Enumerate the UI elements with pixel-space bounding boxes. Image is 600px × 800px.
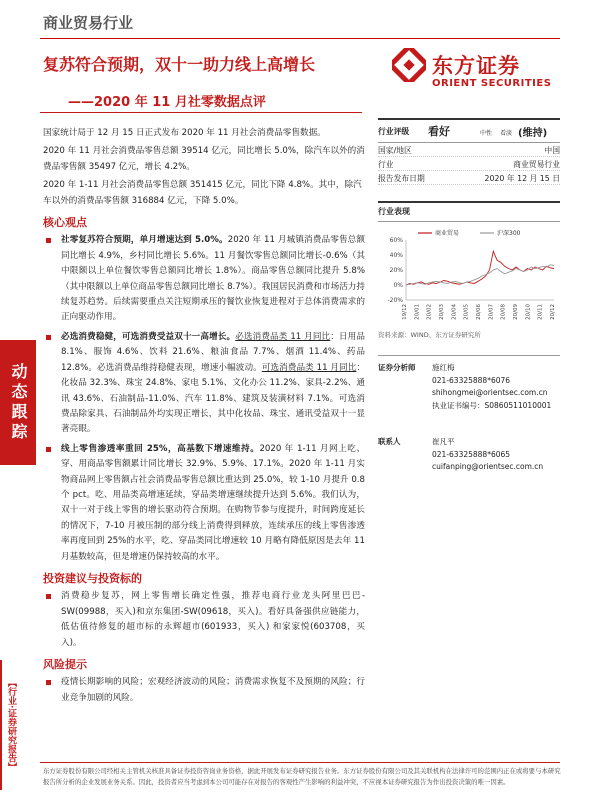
y-tick-label: 60%	[389, 237, 403, 244]
x-tick-label: 20/12	[550, 304, 556, 320]
x-tick-label: 20/03	[439, 304, 445, 320]
core-point-body: 2020 年 1-11 月网上吃、穿、用商品零售额累计同比增长 32.9%、5.9%、17.1%。2020 年 1-11 月实物商品网上零售额占社会消费品零售总额比重达到 25.0%，较 1-10 月提升 0.8 个 pct。吃、用品类高增速延续，穿品类增速继续提升达到 5.6%。我们认为，双十一对于线上零售的增长驱动符合预期。在购物节参与度提升，时间跨度延长的情况下，7-10 月被压制的部分线上消费得到释放，连续承压的线上零售渗透率再度回到 25%的水平，吃、穿品类同比增速较 10 月略有降低原因是去年 11 月基数较高，但是增速仍保持较高的水平。	[61, 443, 366, 562]
invest-point: 消费稳步复苏，网上零售增长确定性强，推荐电商行业龙头阿里巴巴-SW(09988，买入)和京东集团-SW(09618，买入)。看好具备强供应链能力，低估值待修复的超市标的永辉超市(601933，买入) 和家家悦(603708，买入)。	[43, 589, 365, 651]
intro-paragraph: 2020 年 1-11 月社会消费品零售总额 351415 亿元，同比下降 4.8%。其中，除汽车以外的消费品零售额 316884 亿元，下降 5.0%。	[43, 180, 362, 206]
info-key: 国家/地区	[378, 146, 412, 155]
main-column	[43, 126, 365, 710]
x-tick-label: 20/02	[426, 304, 433, 320]
analyst-email[interactable]: shihongmei@orientsec.com.cn	[432, 388, 548, 397]
info-value: 2020 年 12 月 15 日	[484, 174, 560, 183]
contact-phone: 021-63325888*6065	[432, 449, 511, 459]
performance-chart	[378, 228, 560, 330]
info-key: 行业	[378, 160, 394, 169]
info-key: 报告发布日期	[378, 174, 425, 183]
y-tick-label: 40%	[389, 252, 403, 259]
title-rule	[40, 112, 362, 113]
y-tick-label: 0%	[393, 282, 403, 289]
core-point-lead: 社零复苏符合预期，单月增速达到 5.0%。	[61, 235, 228, 246]
rating-neutral: 中性	[480, 130, 493, 137]
rating-negative: 看淡	[500, 130, 513, 137]
risk-point: 疫情长期影响的风险；宏观经济波动的风险；消费需求恢复不及预期的风险；行业竞争加剧的风险。	[43, 675, 365, 706]
invest-heading: 投资建议与投资标的	[43, 571, 142, 585]
analyst-cert: 执业证书编号：S0860511010001	[432, 400, 552, 410]
side-tab: 动态跟踪	[0, 340, 36, 465]
x-tick-label: 20/01	[414, 304, 421, 320]
contact-label: 联系人	[378, 437, 401, 446]
x-tick-label: 20/05	[463, 304, 470, 320]
legend-label: 沪深300	[497, 230, 521, 237]
x-tick-label: 19/12	[402, 304, 408, 320]
chart-source: 资料来源：WIND、东方证券研究所	[378, 331, 481, 339]
contact-block	[378, 436, 560, 471]
report-subtitle: ——2020 年 11 月社零数据点评	[68, 95, 266, 110]
y-tick-label: -20%	[387, 297, 403, 304]
analyst-name: 施红梅	[432, 363, 455, 372]
risk-heading: 风险提示	[43, 658, 87, 671]
industry-label: 商业贸易行业	[43, 14, 134, 32]
info-value: 中国	[544, 146, 560, 155]
brand-logo-icon	[392, 48, 426, 82]
core-point-lead: 必选消费稳健，可选消费受益双十一高增长。	[61, 331, 236, 342]
footer-rule	[40, 762, 560, 763]
x-tick-label: 20/07	[488, 304, 495, 320]
core-heading: 核心观点	[43, 216, 87, 230]
info-row	[378, 171, 560, 185]
performance-heading: 行业表现	[378, 201, 560, 222]
info-row	[378, 157, 560, 171]
core-point	[43, 233, 365, 325]
right-sidebar	[378, 118, 560, 222]
x-tick-label: 20/08	[500, 304, 507, 320]
analyst-label: 证券分析师	[378, 363, 416, 372]
core-point-body: 2020 年 11 月城镇消费品零售总额同比增长 4.9%，乡村同比增长 5.6%。11 月餐饮零售总额同比增长-0.6%（其中限额以上单位餐饮零售总额同比增长 1.8%）。商品零售总额同比提升 5.8%（其中限额以上单位商品零售总额同比增长 8.7%）。我国居民消费和市场活力持续复苏趋势。后续需要重点关注短期承压的餐饮业恢复进程对于总体消费需求的正向驱动作用。	[61, 235, 365, 323]
series-line-0	[406, 251, 554, 285]
series-line-1	[406, 265, 554, 285]
y-tick-label: 20%	[389, 267, 403, 274]
intro-paragraph: 2020 年 11 月社会消费品零售总额 39514 亿元，同比增长 5.0%，除汽车以外的消费品零售额 35497 亿元，增长 4.2%。	[43, 146, 365, 172]
rating-label: 行业评级	[378, 127, 410, 136]
x-tick-label: 20/11	[537, 304, 544, 320]
analyst-block	[378, 362, 560, 410]
core-point-body: ：化妆品 32.3%、珠宝 24.8%、家电 5.1%、文化办公 11.2%、家具-2.2%、通讯 43.6%、石油制品-11.0%、汽车 11.8%、建筑及装潢材料 7.1%。可选消费品除家具、石油制品外均实现正增长，其中化妆品、珠宝、通讯受益双十一显著亮眼。	[61, 362, 365, 435]
core-point	[43, 330, 365, 438]
side-tab-report-type: 【行业·证券研究报告】	[0, 660, 20, 790]
brand-name: 东方证券	[432, 54, 520, 78]
x-tick-label: 20/09	[513, 304, 519, 320]
rating-value: 看好	[428, 125, 450, 138]
report-title: 复苏符合预期，双十一助力线上高增长	[43, 55, 316, 74]
rating-note: (维持)	[518, 128, 548, 139]
core-point-lead: 线上零售渗透率重回 25%，高基数下增速维持。	[61, 443, 260, 454]
analyst-rule	[378, 355, 560, 356]
brand-name-en: ORIENT SECURITIES	[432, 78, 552, 89]
intro-paragraph: 国家统计局于 12 月 15 日正式发布 2020 年 11 月社会消费品零售数据。	[43, 128, 326, 138]
contact-email[interactable]: cuifanping@orientsec.com.cn	[432, 462, 544, 471]
core-point	[43, 442, 365, 565]
core-point-underline: 可选消费品类 11 月同比	[261, 362, 357, 373]
disclaimer: 东方证券股份有限公司经相关主管机关核准具备证券投资咨询业务资格，据此开展发布证券研究报告业务。东方证券股份有限公司及其关联机构在法律许可的范围内正在或将要与本研究报告所分析的企业发展业务关系。因此，投资者应当考虑到本公司可能存在对报告的客观性产生影响的利益冲突，不应视本证券研究报告为作出投资决策的唯一因素。	[43, 767, 561, 786]
info-value: 商业贸易行业	[513, 160, 560, 169]
contact-name: 崔凡平	[432, 437, 455, 446]
x-tick-label: 20/06	[476, 304, 482, 320]
x-tick-label: 20/10	[525, 304, 532, 320]
core-point-body: ：日用品 8.1%、服饰 4.6%、饮料 21.6%、粮油食品 7.7%、烟酒 11.4%、药品 12.8%。必选消费品维持稳健表现，增速小幅波动。	[61, 331, 365, 373]
legend-label: 商业贸易	[435, 230, 460, 237]
info-row	[378, 143, 560, 157]
analyst-phone: 021-63325888*6076	[432, 375, 511, 385]
x-tick-label: 20/04	[451, 304, 458, 320]
rating-row	[378, 118, 560, 143]
core-point-underline: 必选消费品类 11 月同比	[235, 331, 331, 342]
